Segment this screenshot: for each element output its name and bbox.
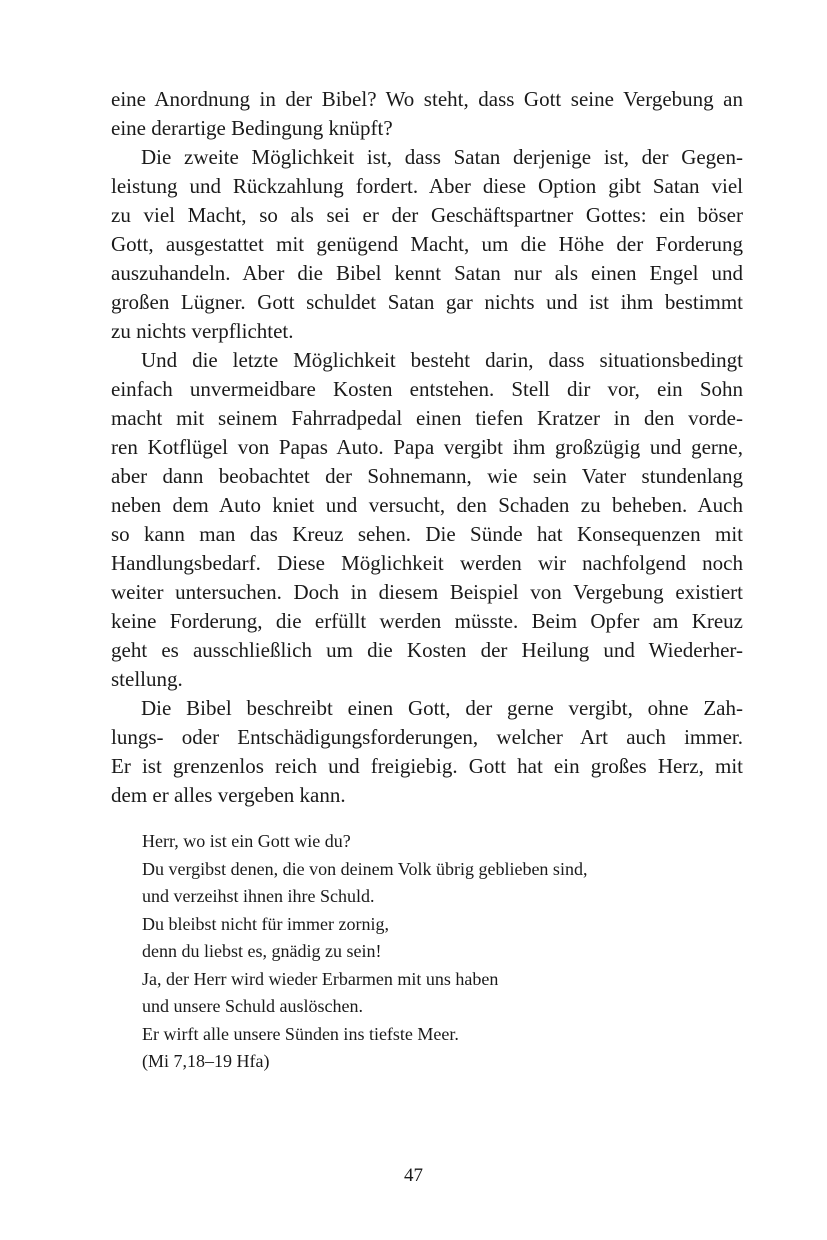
- body-text: [111, 85, 743, 810]
- quote-line: Du bleibst nicht für immer zornig,: [142, 913, 389, 934]
- paragraph-1: [111, 85, 743, 143]
- quote-line: und verzeihst ihnen ihre Schuld.: [142, 886, 375, 906]
- text-line: zu viel Macht, so als sei er der Geschäftspartner Gottes: ein böser: [111, 203, 743, 227]
- text-line: geht es ausschließlich um die Kosten der Heilung und Wiederher-: [111, 638, 743, 662]
- quote-line: Du vergibst denen, die von deinem Volk übrig geblieben sind,: [142, 858, 588, 879]
- text-line: macht mit seinem Fahrradpedal einen tiefen Kratzer in den vorde-: [111, 406, 743, 430]
- quote-line: Ja, der Herr wird wieder Erbarmen mit uns haben: [142, 968, 499, 989]
- text-line: Gott, ausgestattet mit genügend Macht, um die Höhe der Forderung: [111, 232, 743, 256]
- text-line: leistung und Rückzahlung fordert. Aber diese Option gibt Satan viel: [111, 174, 743, 198]
- text-line: Er ist grenzenlos reich und freigiebig. Gott hat ein großes Herz, mit: [111, 754, 743, 778]
- paragraph-4: [111, 694, 743, 810]
- text-line: stellung.: [111, 667, 183, 691]
- paragraph-3: [111, 346, 743, 694]
- text-line: Die Bibel beschreibt einen Gott, der gerne vergibt, ohne Zah-: [141, 696, 743, 720]
- text-line: eine Anordnung in der Bibel? Wo steht, dass Gott seine Vergebung an: [111, 87, 743, 111]
- text-line: Die zweite Möglichkeit ist, dass Satan derjenige ist, der Gegen-: [141, 145, 743, 169]
- quote-line: Herr, wo ist ein Gott wie du?: [142, 831, 351, 851]
- quote-reference: (Mi 7,18–19 Hfa): [142, 1051, 270, 1071]
- text-line: ren Kotflügel von Papas Auto. Papa vergibt ihm großzügig und gerne,: [111, 435, 743, 459]
- quote-line: Er wirft alle unsere Sünden ins tiefste Meer.: [142, 1023, 459, 1044]
- text-line: auszuhandeln. Aber die Bibel kennt Satan nur als einen Engel und: [111, 261, 743, 285]
- text-line: keine Forderung, die erfüllt werden müsste. Beim Opfer am Kreuz: [111, 609, 743, 633]
- text-line: weiter untersuchen. Doch in diesem Beispiel von Vergebung existiert: [111, 580, 743, 604]
- text-line: Und die letzte Möglichkeit besteht darin, dass situationsbedingt: [141, 348, 743, 372]
- text-line: so kann man das Kreuz sehen. Die Sünde hat Konsequenzen mit: [111, 522, 743, 546]
- text-line: dem er alles vergeben kann.: [111, 783, 346, 807]
- text-line: aber dann beobachtet der Sohnemann, wie sein Vater stundenlang: [111, 464, 743, 488]
- page-number: 47: [404, 1165, 423, 1186]
- text-line: zu nichts verpflichtet.: [111, 319, 294, 343]
- text-line: lungs- oder Entschädigungsforderungen, welcher Art auch immer.: [111, 725, 743, 749]
- scripture-quote: [142, 828, 742, 1076]
- text-line: neben dem Auto kniet und versucht, den Schaden zu beheben. Auch: [111, 493, 743, 517]
- text-line: großen Lügner. Gott schuldet Satan gar nichts und ist ihm bestimmt: [111, 290, 743, 314]
- paragraph-2: [111, 143, 743, 346]
- quote-line: und unsere Schuld auslöschen.: [142, 996, 363, 1016]
- quote-line: denn du liebst es, gnädig zu sein!: [142, 941, 382, 961]
- text-line: Handlungsbedarf. Diese Möglichkeit werden wir nachfolgend noch: [111, 551, 743, 575]
- text-line: einfach unvermeidbare Kosten entstehen. Stell dir vor, ein Sohn: [111, 377, 743, 401]
- text-line: eine derartige Bedingung knüpft?: [111, 116, 393, 140]
